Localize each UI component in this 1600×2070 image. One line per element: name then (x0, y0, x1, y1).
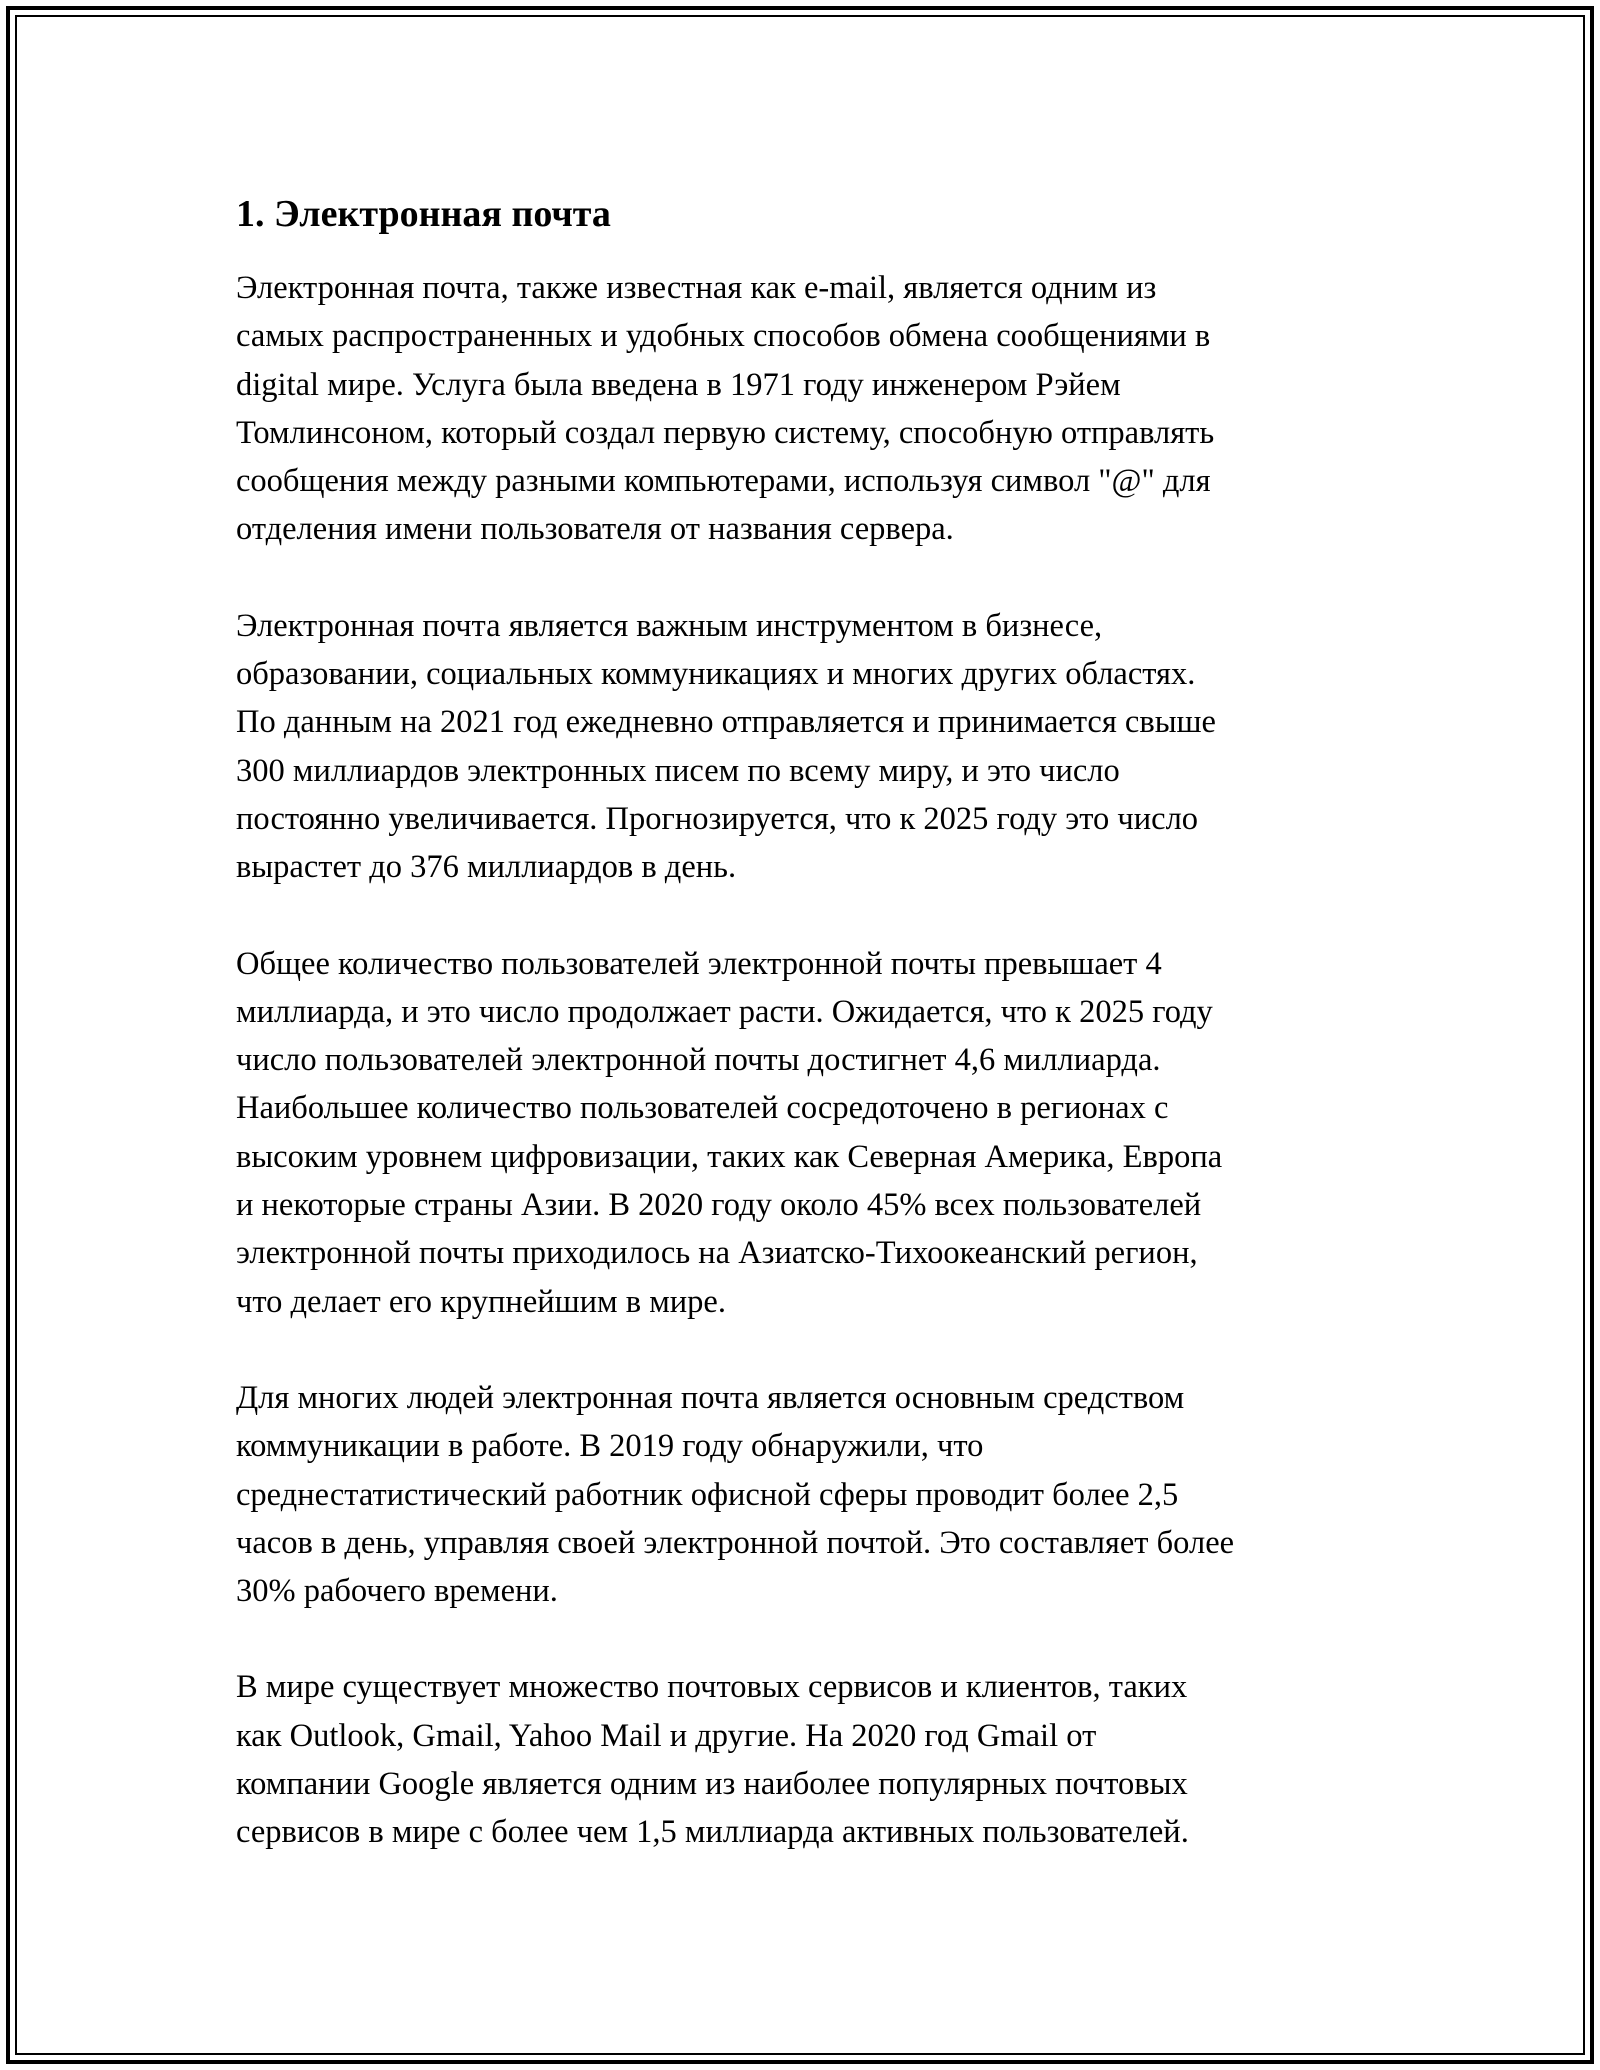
paragraph-users: Общее количество пользователей электронной почты превышает 4 миллиарда, и это число продолжает расти. Ожидается, что к 2025 году число пользователей электронной почты достигнет 4,6 миллиарда. Наибольшее количество пользователей сосредоточено в регионах с высоким уровнем цифровизации, таких как Северная Америка, Европа и некоторые страны Азии. В 2020 году около 45% всех пользователей электронной почты приходилось на Азиатско-Тихоокеанский регион, что делает его крупнейшим в мире. (236, 945, 1223, 1320)
paragraph-history: Электронная почта, также известная как e-mail, является одним из самых распространенных и удобных способов обмена сообщениями в digital мире. Услуга была введена в 1971 году инженером Рэйем Томлинсоном, который создал первую систему, способную отправлять сообщения между разными компьютерами, используя символ "@" для отделения имени пользователя от названия сервера. (236, 270, 1215, 548)
paragraph-services: В мире существует множество почтовых сервисов и клиентов, таких как Outlook, Gmail, Yahoo Mail и другие. На 2020 год Gmail от компании Google является одним из наиболее популярных почтовых сервисов в мире с более чем 1,5 миллиарда активных пользователей. (236, 1669, 1189, 1851)
paragraph-work: Для многих людей электронная почта является основным средством коммуникации в работе. В 2019 году обнаружили, что среднестатистический работник офисной сферы проводит более 2,5 часов в день, управляя своей электронной почтой. Это составляет более 30% рабочего времени. (236, 1379, 1235, 1610)
section-heading: 1. Электронная почта (236, 193, 611, 235)
document-body (236, 186, 1366, 1905)
paragraph-volume: Электронная почта является важным инструментом в бизнесе, образовании, социальных коммуникациях и многих других областях. По данным на 2021 год ежедневно отправляется и принимается свыше 300 миллиардов электронных писем по всему миру, и это число постоянно увеличивается. Прогнозируется, что к 2025 году это число вырастет до 376 миллиардов в день. (236, 607, 1216, 886)
